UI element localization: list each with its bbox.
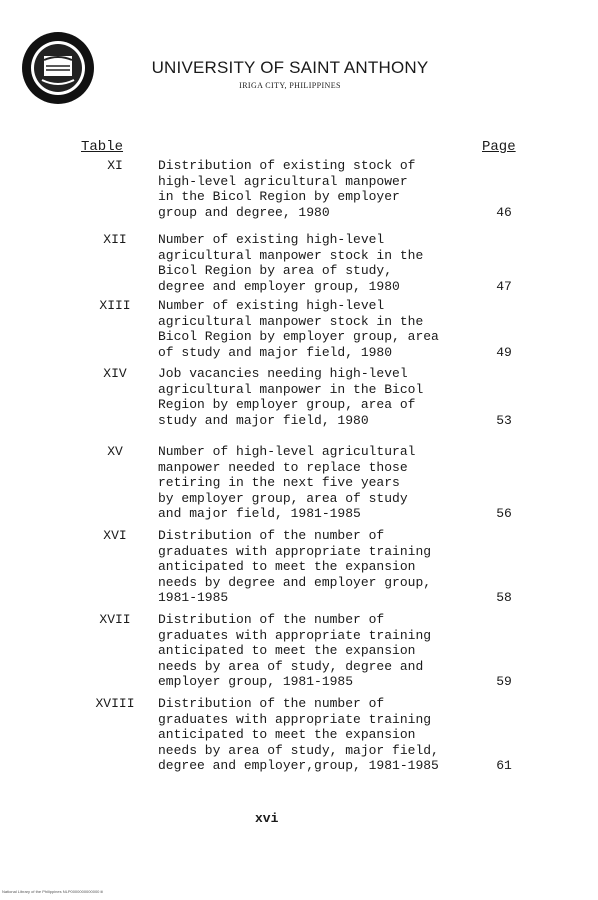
table-title-line: needs by degree and employer group, bbox=[158, 574, 432, 590]
table-title-line: of study and major field, 1980 bbox=[158, 344, 393, 360]
table-number: XI bbox=[107, 158, 123, 173]
table-title-line: agricultural manpower stock in the bbox=[158, 313, 424, 329]
table-title-line: Bicol Region by area of study, bbox=[158, 263, 393, 278]
university-seal-icon bbox=[20, 30, 96, 106]
table-title-line: needs by area of study, major field, bbox=[158, 742, 439, 758]
table-title-line: needs by area of study, degree and bbox=[158, 658, 424, 674]
table-title-line: Number of existing high-level bbox=[158, 298, 385, 313]
table-title bbox=[158, 528, 478, 606]
table-title-line: Distribution of the number of bbox=[158, 612, 385, 627]
university-name: UNIVERSITY OF SAINT ANTHONY bbox=[151, 58, 429, 77]
table-number: XIII bbox=[99, 298, 131, 313]
table-title-line: Distribution of existing stock of bbox=[158, 158, 416, 173]
table-title-line: anticipated to meet the expansion bbox=[158, 727, 416, 742]
table-title-line: Bicol Region by employer group, area bbox=[158, 329, 439, 344]
table-title-line: Job vacancies needing high-level bbox=[158, 366, 408, 381]
table-title-line: group and degree, 1980 bbox=[158, 204, 330, 220]
table-number: XVII bbox=[99, 612, 131, 627]
table-title-line: study and major field, 1980 bbox=[158, 412, 369, 428]
table-title-line: graduates with appropriate training bbox=[158, 543, 432, 559]
table-title-line: agricultural manpower in the Bicol bbox=[158, 381, 424, 397]
table-title bbox=[158, 158, 478, 220]
university-city: IRIGA CITY, PHILIPPINES bbox=[239, 81, 341, 90]
table-title-line: Number of existing high-level bbox=[158, 232, 385, 247]
table-title-line: manpower needed to replace those bbox=[158, 459, 408, 475]
table-title-line: retiring in the next five years bbox=[158, 475, 400, 490]
table-title-line: Number of high-level agricultural bbox=[158, 444, 416, 459]
table-title bbox=[158, 696, 478, 774]
table-title-line: anticipated to meet the expansion bbox=[158, 559, 416, 574]
table-page-number: 53 bbox=[496, 412, 512, 428]
table-title-line: high-level agricultural manpower bbox=[158, 173, 408, 189]
table-title bbox=[158, 612, 478, 690]
table-page-number: 47 bbox=[496, 278, 512, 294]
column-header-page: Page bbox=[482, 139, 516, 155]
table-title-line: degree and employer group, 1980 bbox=[158, 278, 400, 294]
table-title-line: Distribution of the number of bbox=[158, 696, 385, 711]
table-title-line: in the Bicol Region by employer bbox=[158, 189, 400, 204]
table-title-line: employer group, 1981-1985 bbox=[158, 674, 354, 689]
table-title bbox=[158, 366, 478, 428]
column-header-table: Table bbox=[81, 139, 124, 155]
table-title-line: graduates with appropriate training bbox=[158, 711, 432, 727]
table-title bbox=[158, 298, 478, 360]
table-page-number: 49 bbox=[496, 344, 512, 360]
page-number: xvi bbox=[255, 811, 279, 826]
table-page-number: 46 bbox=[496, 204, 512, 220]
table-title-line: by employer group, area of study bbox=[158, 490, 408, 506]
table-title-line: degree and employer,group, 1981-1985 bbox=[158, 758, 439, 773]
table-title-line: Region by employer group, area of bbox=[158, 397, 416, 412]
table-page-number: 59 bbox=[496, 674, 512, 689]
table-page-number: 58 bbox=[496, 590, 512, 605]
table-number: XIV bbox=[103, 366, 127, 381]
table-title-line: anticipated to meet the expansion bbox=[158, 643, 416, 658]
table-page-number: 61 bbox=[496, 758, 512, 773]
table-title-line: graduates with appropriate training bbox=[158, 627, 432, 643]
table-number: XV bbox=[107, 444, 123, 459]
table-page-number: 56 bbox=[496, 506, 512, 521]
table-title bbox=[158, 444, 478, 522]
scan-footer: National Library of the Philippines NLP0000000000000 iii bbox=[2, 889, 104, 894]
table-number: XVIII bbox=[95, 696, 135, 711]
table-number: XII bbox=[103, 232, 127, 247]
table-number: XVI bbox=[103, 528, 127, 543]
table-title-line: Distribution of the number of bbox=[158, 528, 385, 543]
table-title-line: and major field, 1981-1985 bbox=[158, 506, 361, 521]
table-title-line: agricultural manpower stock in the bbox=[158, 247, 424, 263]
table-title bbox=[158, 232, 478, 294]
table-title-line: 1981-1985 bbox=[158, 590, 229, 605]
